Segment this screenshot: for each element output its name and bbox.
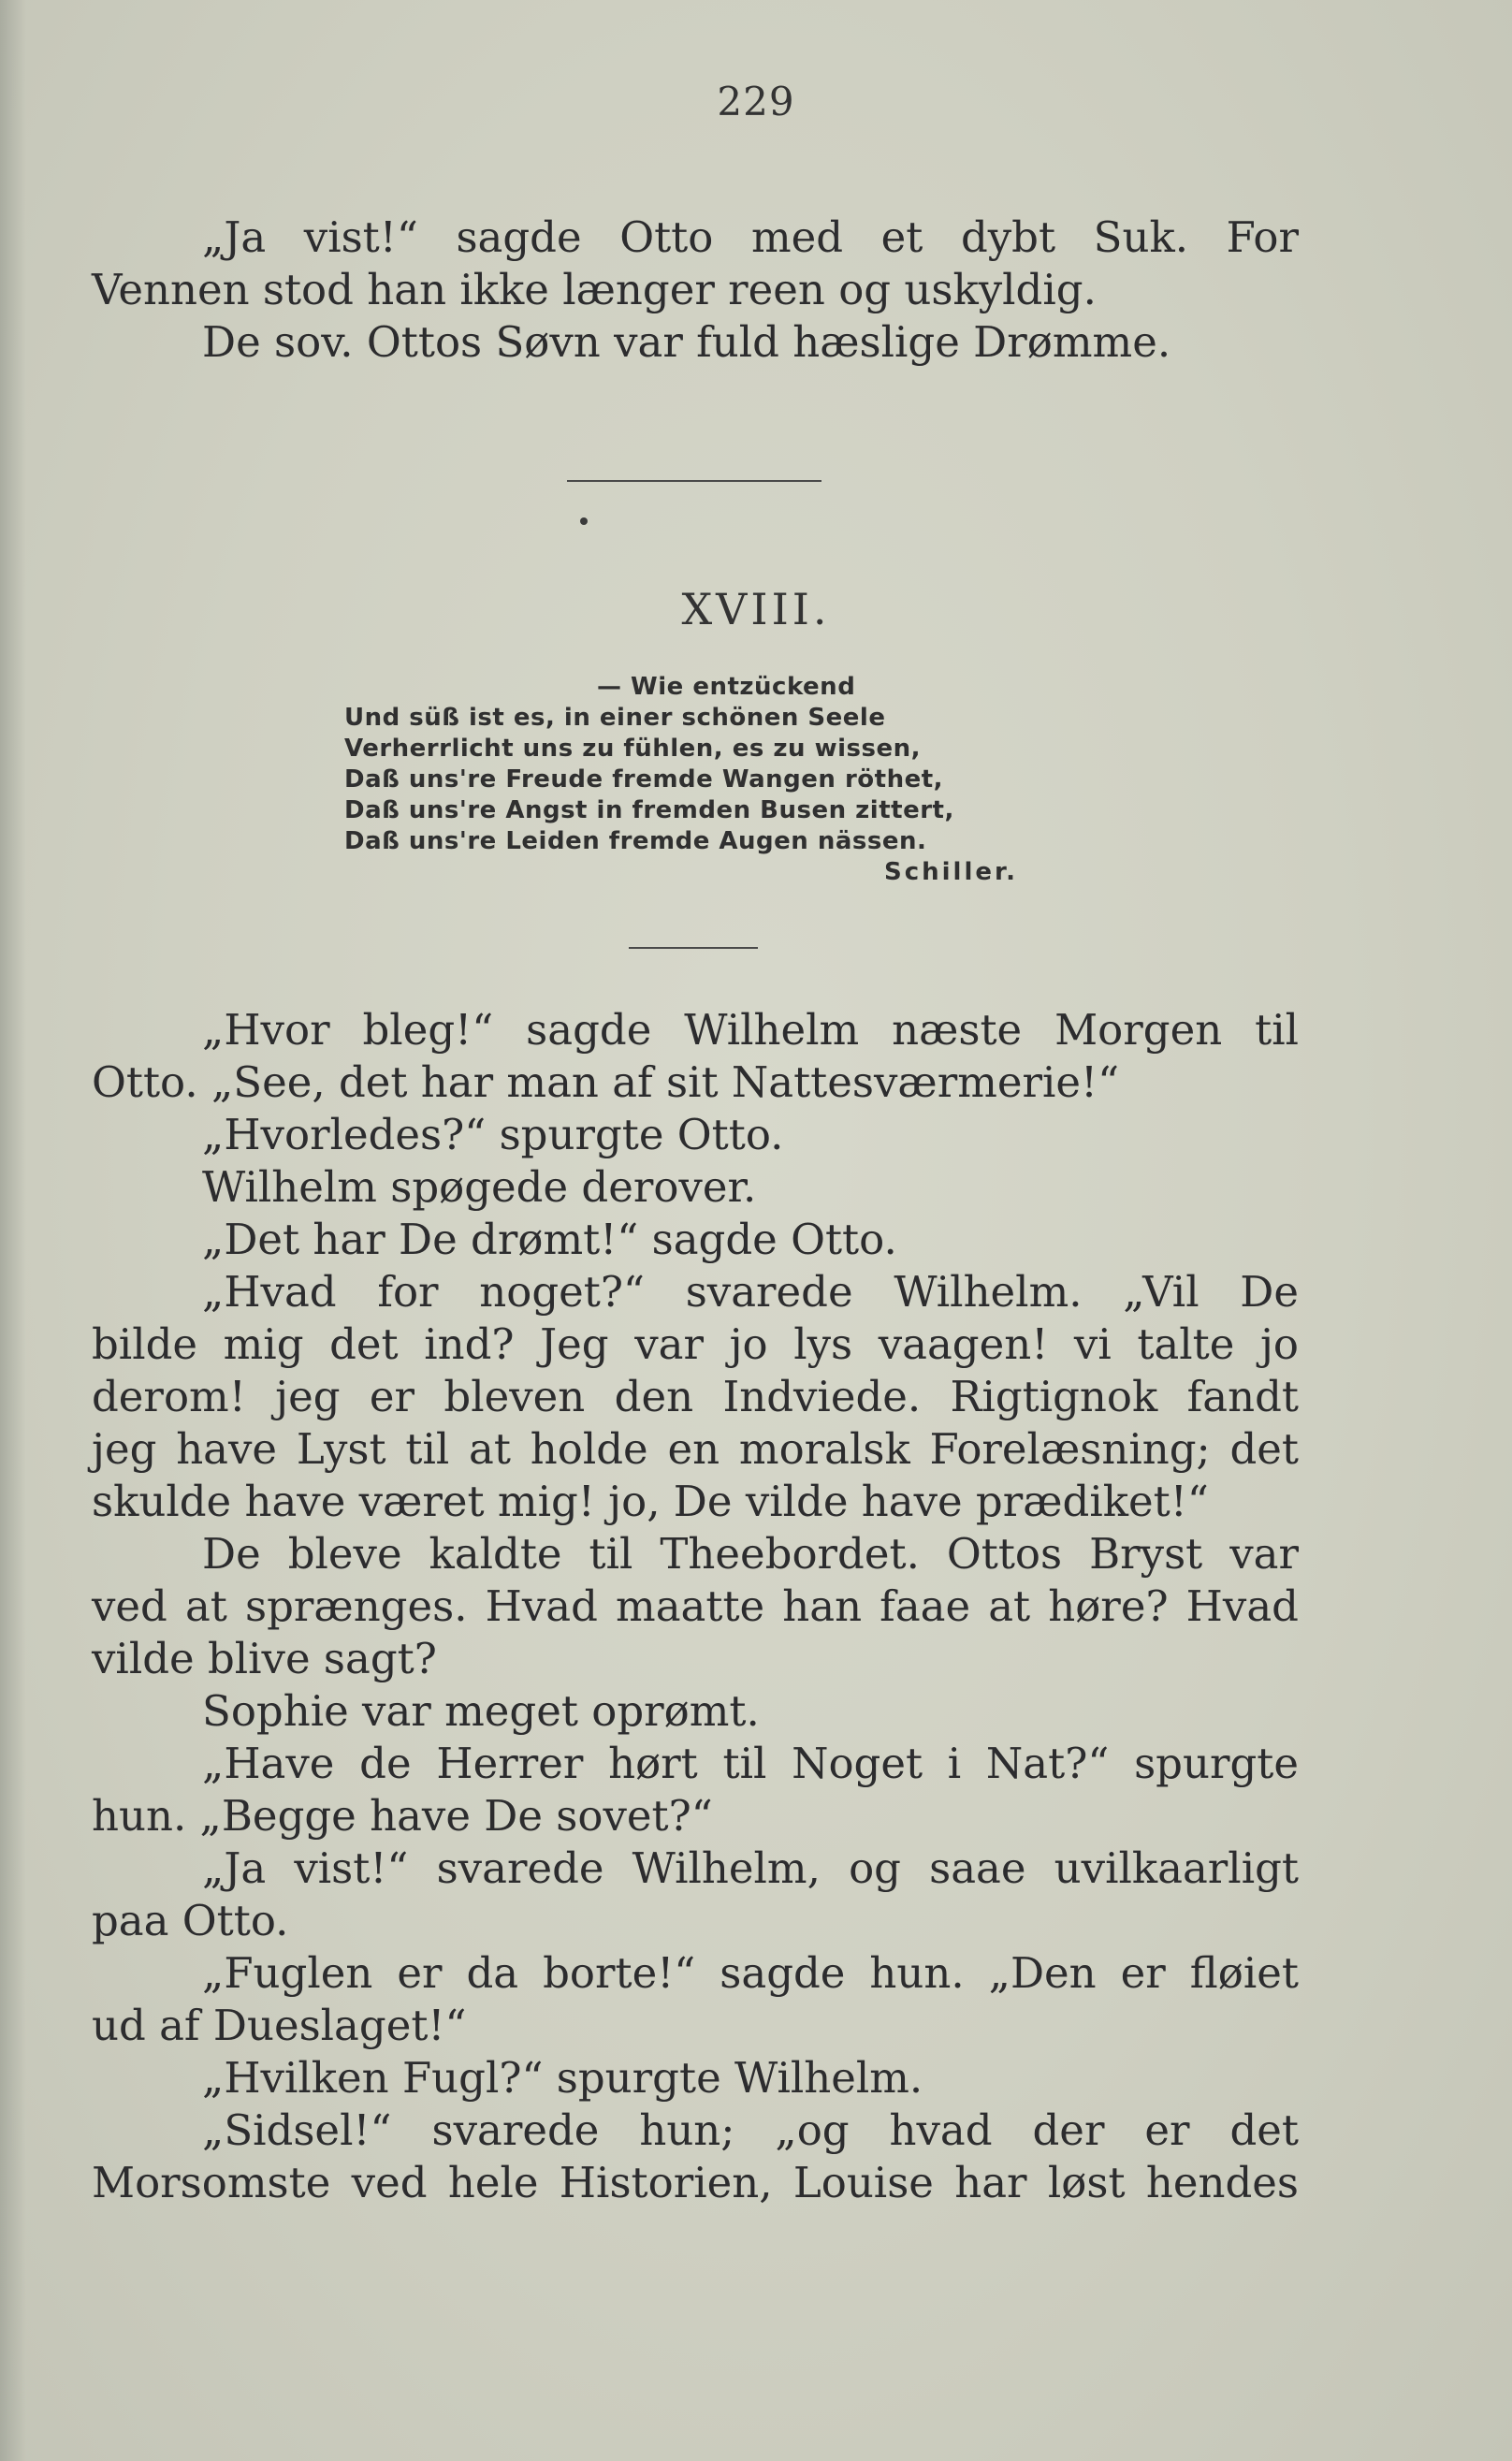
text-line: hun. „Begge have De sovet?“ [92, 1791, 713, 1841]
text-line: „Hvor bleg!“ sagde Wilhelm næste Morgen til [202, 1005, 1299, 1055]
text-line: „Hvilken Fugl?“ spurgte Wilhelm. [202, 2053, 923, 2103]
chapter-divider [629, 947, 758, 949]
epigraph-line: — Wie entzückend [597, 673, 856, 701]
epigraph [344, 672, 1027, 888]
text-line: „Have de Herrer hørt til Noget i Nat?“ spurgte [202, 1739, 1299, 1788]
top-paragraph [92, 211, 1299, 369]
text-line: De sov. Ottos Søvn var fuld hæslige Drømme. [202, 317, 1171, 367]
ink-dot [580, 517, 588, 525]
text-line: Morsomste ved hele Historien, Louise har løst hendes [92, 2158, 1299, 2207]
section-divider [567, 480, 821, 482]
text-line: vilde blive sagt? [92, 1634, 437, 1683]
text-line: De bleve kaldte til Theebordet. Ottos Bryst var [202, 1529, 1299, 1579]
text-line: paa Otto. [92, 1896, 289, 1945]
text-line: jeg have Lyst til at holde en moralsk Forelæsning; det [92, 1424, 1299, 1474]
text-line: „Det har De drømt!“ sagde Otto. [202, 1215, 897, 1264]
epigraph-line: Verherrlicht uns zu fühlen, es zu wissen, [344, 735, 921, 763]
text-line: derom! jeg er bleven den Indviede. Rigtignok fandt [92, 1372, 1299, 1421]
epigraph-line: Daß uns're Freude fremde Wangen röthet, [344, 765, 944, 794]
text-line: bilde mig det ind? Jeg var jo lys vaagen! vi talte jo [92, 1319, 1299, 1369]
text-line: „Hvorledes?“ spurgte Otto. [202, 1110, 784, 1159]
text-line: „Ja vist!“ svarede Wilhelm, og saae uvilkaarligt [202, 1843, 1299, 1893]
text-line: „Ja vist!“ sagde Otto med et dybt Suk. For [202, 212, 1299, 262]
chapter-title: XVIII. [681, 584, 831, 634]
epigraph-author: Schiller. [883, 858, 1018, 886]
epigraph-line: Daß uns're Angst in fremden Busen zittert, [344, 796, 954, 824]
text-line: Vennen stod han ikke længer reen og uskyldig. [92, 265, 1097, 314]
text-line: „Fuglen er da borte!“ sagde hun. „Den er fløiet [202, 1948, 1299, 1998]
epigraph-line: Daß uns're Leiden fremde Augen nässen. [344, 827, 927, 855]
page-number: 229 [717, 79, 795, 124]
epigraph-line: Und süß ist es, in einer schönen Seele [344, 704, 886, 732]
text-line: Wilhelm spøgede derover. [202, 1162, 757, 1212]
text-line: ud af Dueslaget!“ [92, 2001, 467, 2050]
chapter-body [92, 1004, 1299, 2209]
text-line: „Sidsel!“ svarede hun; „og hvad der er det [202, 2105, 1299, 2155]
text-line: Otto. „See, det har man af sit Nattesværmerie!“ [92, 1057, 1120, 1107]
text-line: „Hvad for noget?“ svarede Wilhelm. „Vil De [202, 1267, 1299, 1317]
page-gutter-shadow [0, 0, 26, 2461]
text-line: ved at sprænges. Hvad maatte han faae at høre? Hvad [92, 1581, 1299, 1631]
text-line: skulde have været mig! jo, De vilde have prædiket!“ [92, 1477, 1209, 1526]
text-line: Sophie var meget oprømt. [202, 1686, 760, 1736]
